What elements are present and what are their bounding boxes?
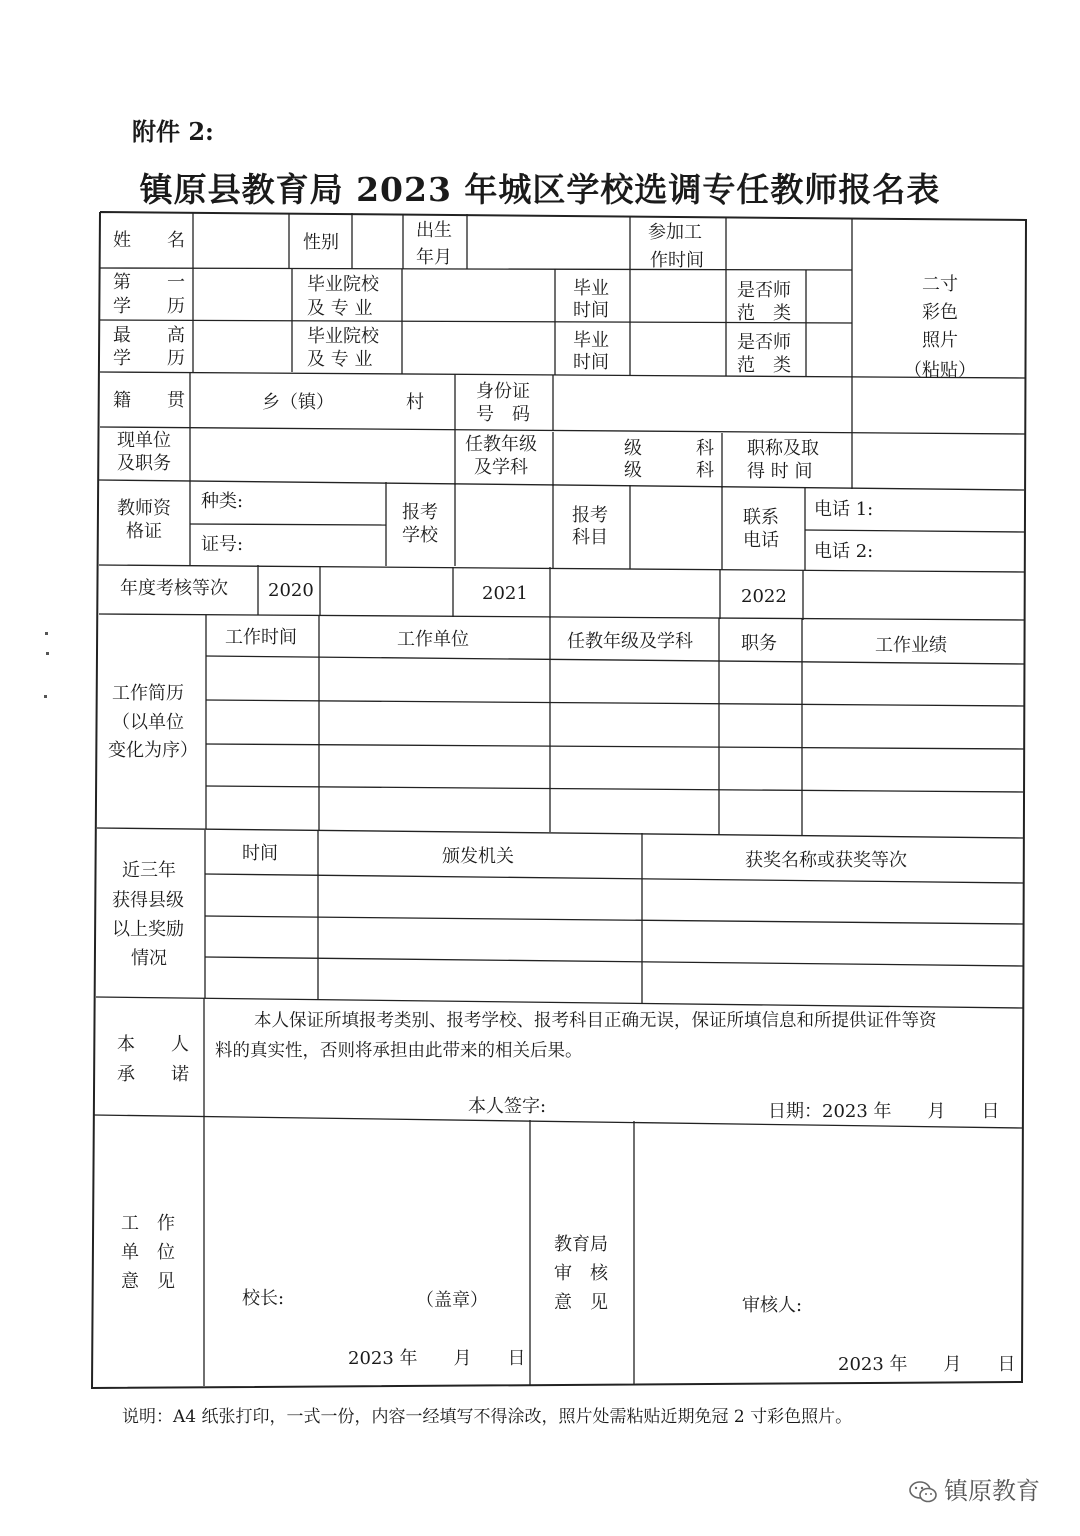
title-label-2: 得 时 间 (747, 461, 813, 482)
pledge-text-1: 本人保证所填报考类别、报考学校、报考科目正确无误，保证所填信息和所提供证件等资 (254, 1011, 937, 1031)
seal-label: （盖章） (416, 1290, 488, 1311)
birth-label-2: 年月 (416, 247, 452, 268)
certificate-label-2: 格证 (126, 521, 162, 542)
apply-subject-label-2: 科目 (572, 527, 608, 548)
highest-grad-label-1: 毕业 (573, 330, 609, 351)
first-normal-label-2: 范 类 (737, 303, 791, 324)
phone-label-2: 电话 (743, 530, 779, 551)
awards-header-name: 获奖名称或获奖等次 (745, 850, 907, 871)
scan-speck (46, 652, 49, 655)
pledge-date: 日期：2023 年 月 日 (768, 1101, 1000, 1122)
resume-header-time: 工作时间 (225, 627, 297, 648)
first-school-label-1: 毕业院校 (307, 274, 379, 295)
watermark (908, 1471, 1040, 1506)
grade-subject-label-2: 及学科 (474, 457, 528, 478)
id-label-2: 号 码 (476, 404, 530, 425)
grade-subject-value-1: 级 科 (624, 438, 714, 459)
photo-label-3: 照片 (922, 330, 958, 351)
first-school-label-2: 及 专 业 (307, 298, 373, 319)
gender-label: 性别 (303, 232, 339, 253)
resume-header-performance: 工作业绩 (875, 635, 947, 656)
unit-opinion-label-2: 单 位 (121, 1242, 175, 1263)
first-grad-label-1: 毕业 (573, 278, 609, 299)
watermark-text: 镇原教育 (944, 1477, 1040, 1505)
assessment-year-2020: 2020 (268, 580, 314, 601)
bureau-opinion-label-3: 意 见 (554, 1292, 608, 1313)
bureau-opinion-date: 2023 年 月 日 (838, 1354, 1016, 1375)
certificate-number-label: 证号: (201, 534, 244, 555)
apply-subject-label-1: 报考 (572, 505, 608, 526)
current-unit-label-2: 及职务 (117, 453, 171, 474)
title-label-1: 职称及取 (747, 438, 819, 459)
resume-label-3: 变化为序） (108, 740, 198, 761)
awards-header-issuer: 颁发机关 (442, 846, 514, 867)
grade-subject-label-1: 任教年级 (465, 434, 537, 455)
attachment-label: 附件 2: (132, 117, 214, 146)
reviewer-label: 审核人: (742, 1295, 803, 1316)
origin-village: 村 (406, 392, 424, 413)
highest-school-label-2: 及 专 业 (307, 349, 373, 370)
scan-speck (44, 695, 47, 698)
awards-header-time: 时间 (242, 843, 278, 864)
certificate-label-1: 教师资 (117, 498, 171, 519)
resume-label-2: （以单位 (112, 712, 184, 733)
apply-school-label-1: 报考 (402, 502, 438, 523)
certificate-type-label: 种类: (201, 491, 244, 512)
highest-edu-label-2: 学 历 (113, 348, 185, 369)
photo-label-1: 二寸 (922, 274, 958, 295)
origin-label: 籍 贯 (113, 390, 185, 411)
highest-normal-label-2: 范 类 (737, 355, 791, 376)
assessment-year-2022: 2022 (741, 586, 787, 607)
phone-1-label: 电话 1: (814, 499, 874, 520)
bureau-opinion-label-1: 教育局 (554, 1234, 608, 1255)
photo-label-2: 彩色 (922, 302, 958, 323)
pledge-label-2: 承 诺 (117, 1064, 189, 1085)
resume-header-grade: 任教年级及学科 (567, 631, 693, 652)
awards-label-1: 近三年 (122, 860, 176, 881)
grade-subject-value-2: 级 科 (624, 460, 714, 481)
awards-label-3: 以上奖励 (112, 919, 184, 940)
work-start-label-2: 作时间 (650, 250, 704, 271)
pledge-text-2: 料的真实性，否则将承担由此带来的相关后果。 (215, 1041, 583, 1061)
assessment-label: 年度考核等次 (120, 578, 228, 599)
first-edu-label-1: 第 一 (113, 272, 185, 293)
origin-town: 乡（镇） (262, 392, 334, 413)
phone-label-1: 联系 (743, 507, 779, 528)
unit-opinion-date: 2023 年 月 日 (348, 1348, 526, 1369)
id-label-1: 身份证 (476, 381, 530, 402)
awards-label-2: 获得县级 (112, 890, 184, 911)
awards-label-4: 情况 (131, 948, 167, 969)
photo-label-4: （粘贴） (904, 360, 976, 381)
assessment-year-2021: 2021 (482, 583, 528, 604)
first-edu-label-2: 学 历 (113, 296, 185, 317)
wechat-icon (908, 1480, 938, 1504)
current-unit-label-1: 现单位 (117, 430, 171, 451)
name-label: 姓 名 (113, 230, 185, 251)
page-title: 镇原县教育局 2023 年城区学校选调专任教师报名表 (139, 170, 941, 209)
highest-school-label-1: 毕业院校 (307, 326, 379, 347)
first-normal-label-1: 是否师 (737, 280, 791, 301)
unit-opinion-label-3: 意 见 (121, 1271, 175, 1292)
pledge-label-1: 本 人 (117, 1034, 189, 1055)
resume-header-unit: 工作单位 (397, 629, 469, 650)
first-grad-label-2: 时间 (573, 300, 609, 321)
resume-label-1: 工作简历 (112, 683, 184, 704)
apply-school-label-2: 学校 (402, 525, 438, 546)
principal-label: 校长: (242, 1288, 285, 1309)
birth-label-1: 出生 (416, 220, 452, 241)
unit-opinion-label-1: 工 作 (121, 1213, 175, 1234)
highest-edu-label-1: 最 高 (113, 325, 185, 346)
highest-grad-label-2: 时间 (573, 352, 609, 373)
scan-speck (45, 632, 48, 635)
footer-note: 说明：A4 纸张打印，一式一份，内容一经填写不得涂改，照片处需粘贴近期免冠 2 寸彩色照片。 (122, 1407, 853, 1427)
phone-2-label: 电话 2: (814, 541, 874, 562)
work-start-label-1: 参加工 (648, 222, 702, 243)
bureau-opinion-label-2: 审 核 (554, 1263, 608, 1284)
resume-header-position: 职务 (741, 633, 777, 654)
pledge-signature-label: 本人签字: (468, 1096, 547, 1117)
highest-normal-label-1: 是否师 (737, 332, 791, 353)
